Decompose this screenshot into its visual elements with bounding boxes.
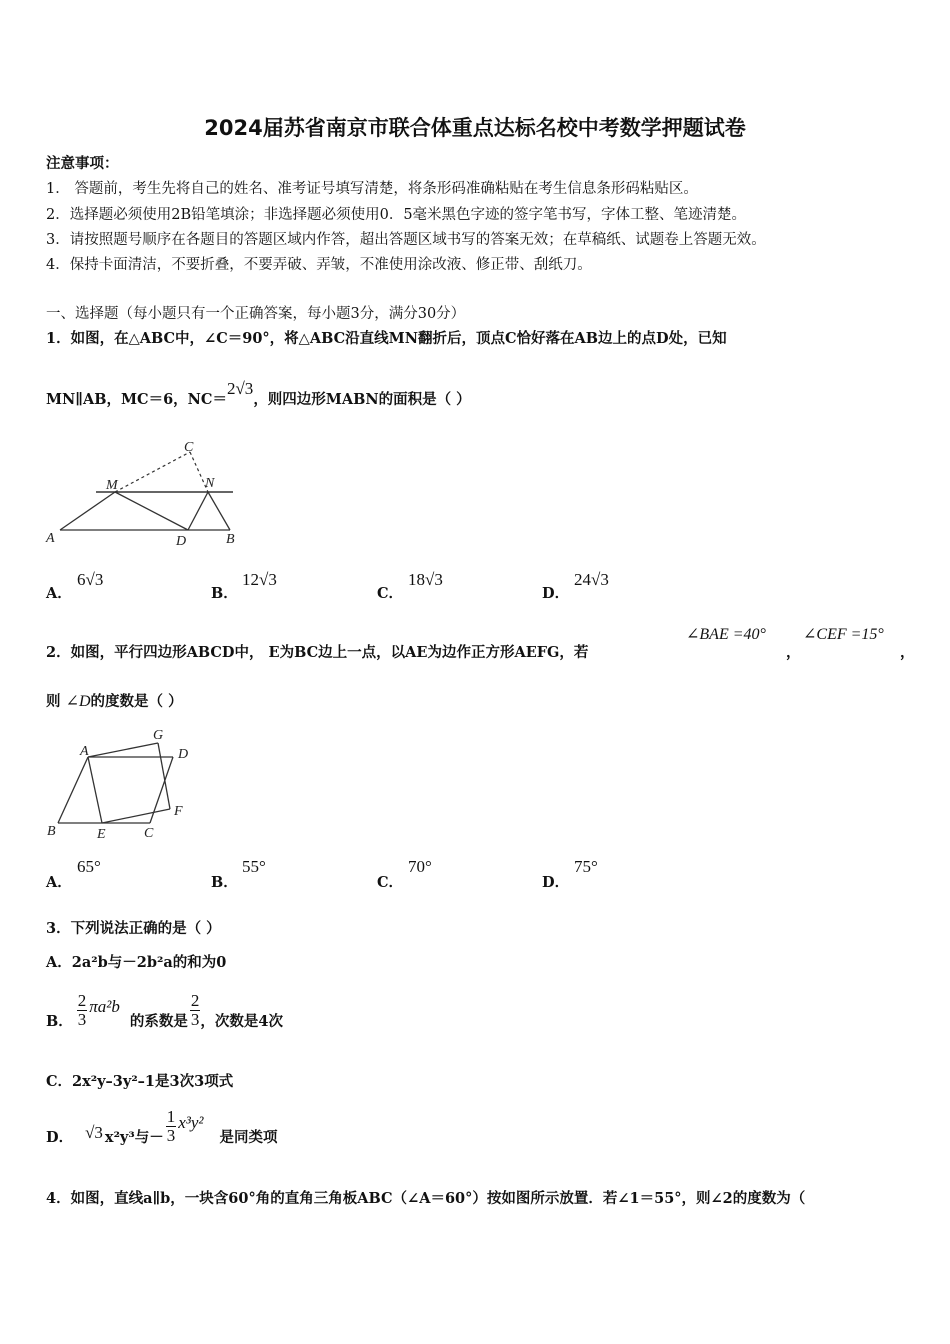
segment-nb bbox=[208, 492, 230, 530]
q3-option-c-text: 2x²y–3y²–1是3次3项式 bbox=[72, 1073, 234, 1090]
notice-item: 3．请按照题号顺序在各题目的答题区域内作答，超出答题区域书写的答案无效；在草稿纸、试题卷上答题无效。 bbox=[46, 232, 766, 248]
q2-stem-line2 bbox=[46, 690, 183, 711]
q3-option-b-fraction-2 bbox=[190, 992, 201, 1029]
q2-option-b-letter: B． bbox=[211, 874, 238, 891]
frac-den: 3 bbox=[77, 1009, 87, 1029]
q3-option-d bbox=[46, 1103, 278, 1149]
section-heading: 一、选择题（每小题只有一个正确答案，每小题3分，满分30分） bbox=[46, 306, 466, 322]
q2-angle-bae: ∠BAE =40° bbox=[686, 626, 766, 643]
q2-option-a-value: 65° bbox=[77, 857, 101, 876]
q3-option-d-tail: 是同类项 bbox=[219, 1128, 278, 1146]
q2-figure bbox=[40, 725, 210, 845]
label-a: A bbox=[80, 744, 89, 759]
q3-stem: 3．下列说法正确的是（ ） bbox=[46, 920, 221, 937]
segment-dn bbox=[188, 492, 208, 530]
q3-option-c-letter: C． bbox=[46, 1073, 73, 1090]
label-g: G bbox=[153, 728, 164, 743]
label-c: C bbox=[184, 440, 194, 455]
q1-nc-value: 2√3 bbox=[226, 379, 254, 398]
label-c: C bbox=[144, 826, 154, 841]
q3-option-b-tail: ，次数是4次 bbox=[200, 1012, 283, 1030]
label-d: D bbox=[176, 534, 187, 549]
q1-option-a-letter: A． bbox=[46, 585, 72, 602]
q3-option-d-fraction bbox=[166, 1108, 177, 1145]
label-a: A bbox=[46, 531, 55, 546]
frac-den: 3 bbox=[166, 1125, 176, 1145]
q2-separator: ， bbox=[786, 644, 801, 661]
q1-stem-line1: 1．如图，在△ABC中，∠C＝90°，将△ABC沿直线MN翻折后，顶点C恰好落在AB边上的点D处，已知 bbox=[46, 330, 727, 347]
q1-option-b-letter: B． bbox=[211, 585, 238, 602]
q2-option-c-value: 70° bbox=[408, 857, 432, 876]
label-e: E bbox=[97, 827, 106, 842]
frac-num: 1 bbox=[166, 1106, 176, 1126]
q3-option-d-expr1: x²y³与－ bbox=[104, 1128, 164, 1146]
q3-option-c bbox=[46, 1070, 233, 1091]
q1-suffix: ，则四边形MABN的面积是（ ） bbox=[253, 391, 471, 408]
segment-ga bbox=[88, 743, 158, 757]
q2-angle-d: ∠D bbox=[65, 693, 91, 710]
frac-num: 2 bbox=[77, 990, 87, 1010]
label-f: F bbox=[174, 804, 183, 819]
q1-option-d-value: 24√3 bbox=[574, 570, 609, 589]
segment-mc-dashed bbox=[115, 452, 190, 492]
frac-num: 2 bbox=[190, 990, 200, 1010]
q1-figure bbox=[40, 435, 250, 555]
notice-item: 1． 答题前，考生先将自己的姓名、准考证号填写清楚，将条形码准确粘贴在考生信息条形码粘贴区。 bbox=[46, 181, 698, 197]
page-title: 2024届苏省南京市联合体重点达标名校中考数学押题试卷 bbox=[204, 116, 746, 140]
notice-item: 4．保持卡面清洁，不要折叠，不要弄破、弄皱，不准使用涂改液、修正带、刮纸刀。 bbox=[46, 257, 592, 273]
q2-line2-prefix: 则 bbox=[46, 693, 61, 710]
q1-prefix: MN∥AB，MC＝6，NC＝ bbox=[46, 391, 227, 408]
segment-am bbox=[60, 492, 115, 530]
q2-option-a-letter: A． bbox=[46, 874, 72, 891]
q3-option-d-expr2: x³y² bbox=[178, 1113, 204, 1132]
q2-option-d-value: 75° bbox=[574, 857, 598, 876]
q1-option-a-value: 6√3 bbox=[77, 570, 104, 589]
q2-option-d-letter: D． bbox=[542, 874, 570, 891]
notice-heading: 注意事项： bbox=[46, 155, 119, 172]
q2-stem-end: ， bbox=[900, 644, 915, 661]
label-b: B bbox=[47, 824, 56, 839]
segment-fg bbox=[158, 743, 170, 809]
segment-ef bbox=[102, 809, 170, 823]
q2-line2-suffix: 的度数是（ ） bbox=[90, 693, 183, 710]
q2-option-b-value: 55° bbox=[242, 857, 266, 876]
q1-option-d-letter: D． bbox=[542, 585, 570, 602]
q3-option-b-letter: B． bbox=[46, 1012, 73, 1030]
q4-stem: 4．如图，直线a∥b，一块含60°角的直角三角板ABC（∠A＝60°）按如图所示放置．若∠1＝55°，则∠2的度数为（ bbox=[46, 1190, 806, 1207]
q3-option-b-mid: 的系数是 bbox=[129, 1012, 188, 1030]
q3-option-d-root: √3 bbox=[85, 1123, 103, 1142]
label-n: N bbox=[205, 476, 215, 491]
q1-option-c-value: 18√3 bbox=[408, 570, 443, 589]
q2-stem-line1: 2．如图，平行四边形ABCD中， E为BC边上一点，以AE为边作正方形AEFG，若 bbox=[46, 644, 589, 661]
notice-item: 2．选择题必须使用2B铅笔填涂；非选择题必须使用0．5毫米黑色字迹的签字笔书写，字体工整、笔迹清楚。 bbox=[46, 207, 747, 223]
q3-option-a-text: 2a²b与－2b²a的和为0 bbox=[71, 954, 227, 971]
q3-option-b-expr: πa²b bbox=[89, 997, 120, 1016]
label-b: B bbox=[226, 532, 235, 547]
frac-den: 3 bbox=[190, 1009, 200, 1029]
q3-option-b bbox=[46, 987, 283, 1033]
q1-stem-line2 bbox=[46, 379, 471, 409]
label-m: M bbox=[106, 478, 118, 493]
segment-dc bbox=[150, 757, 173, 823]
segment-ae bbox=[88, 757, 102, 823]
q3-option-d-letter: D． bbox=[46, 1128, 74, 1146]
q1-option-b-value: 12√3 bbox=[242, 570, 277, 589]
q3-option-b-fraction bbox=[77, 992, 88, 1029]
segment-md bbox=[115, 492, 188, 530]
segment-ab bbox=[58, 757, 88, 823]
q3-option-a-letter: A． bbox=[46, 954, 72, 971]
q2-option-c-letter: C． bbox=[377, 874, 404, 891]
q1-option-c-letter: C． bbox=[377, 585, 404, 602]
q3-option-a bbox=[46, 951, 226, 972]
label-d: D bbox=[178, 747, 189, 762]
q2-angle-cef: ∠CEF =15° bbox=[803, 626, 884, 643]
